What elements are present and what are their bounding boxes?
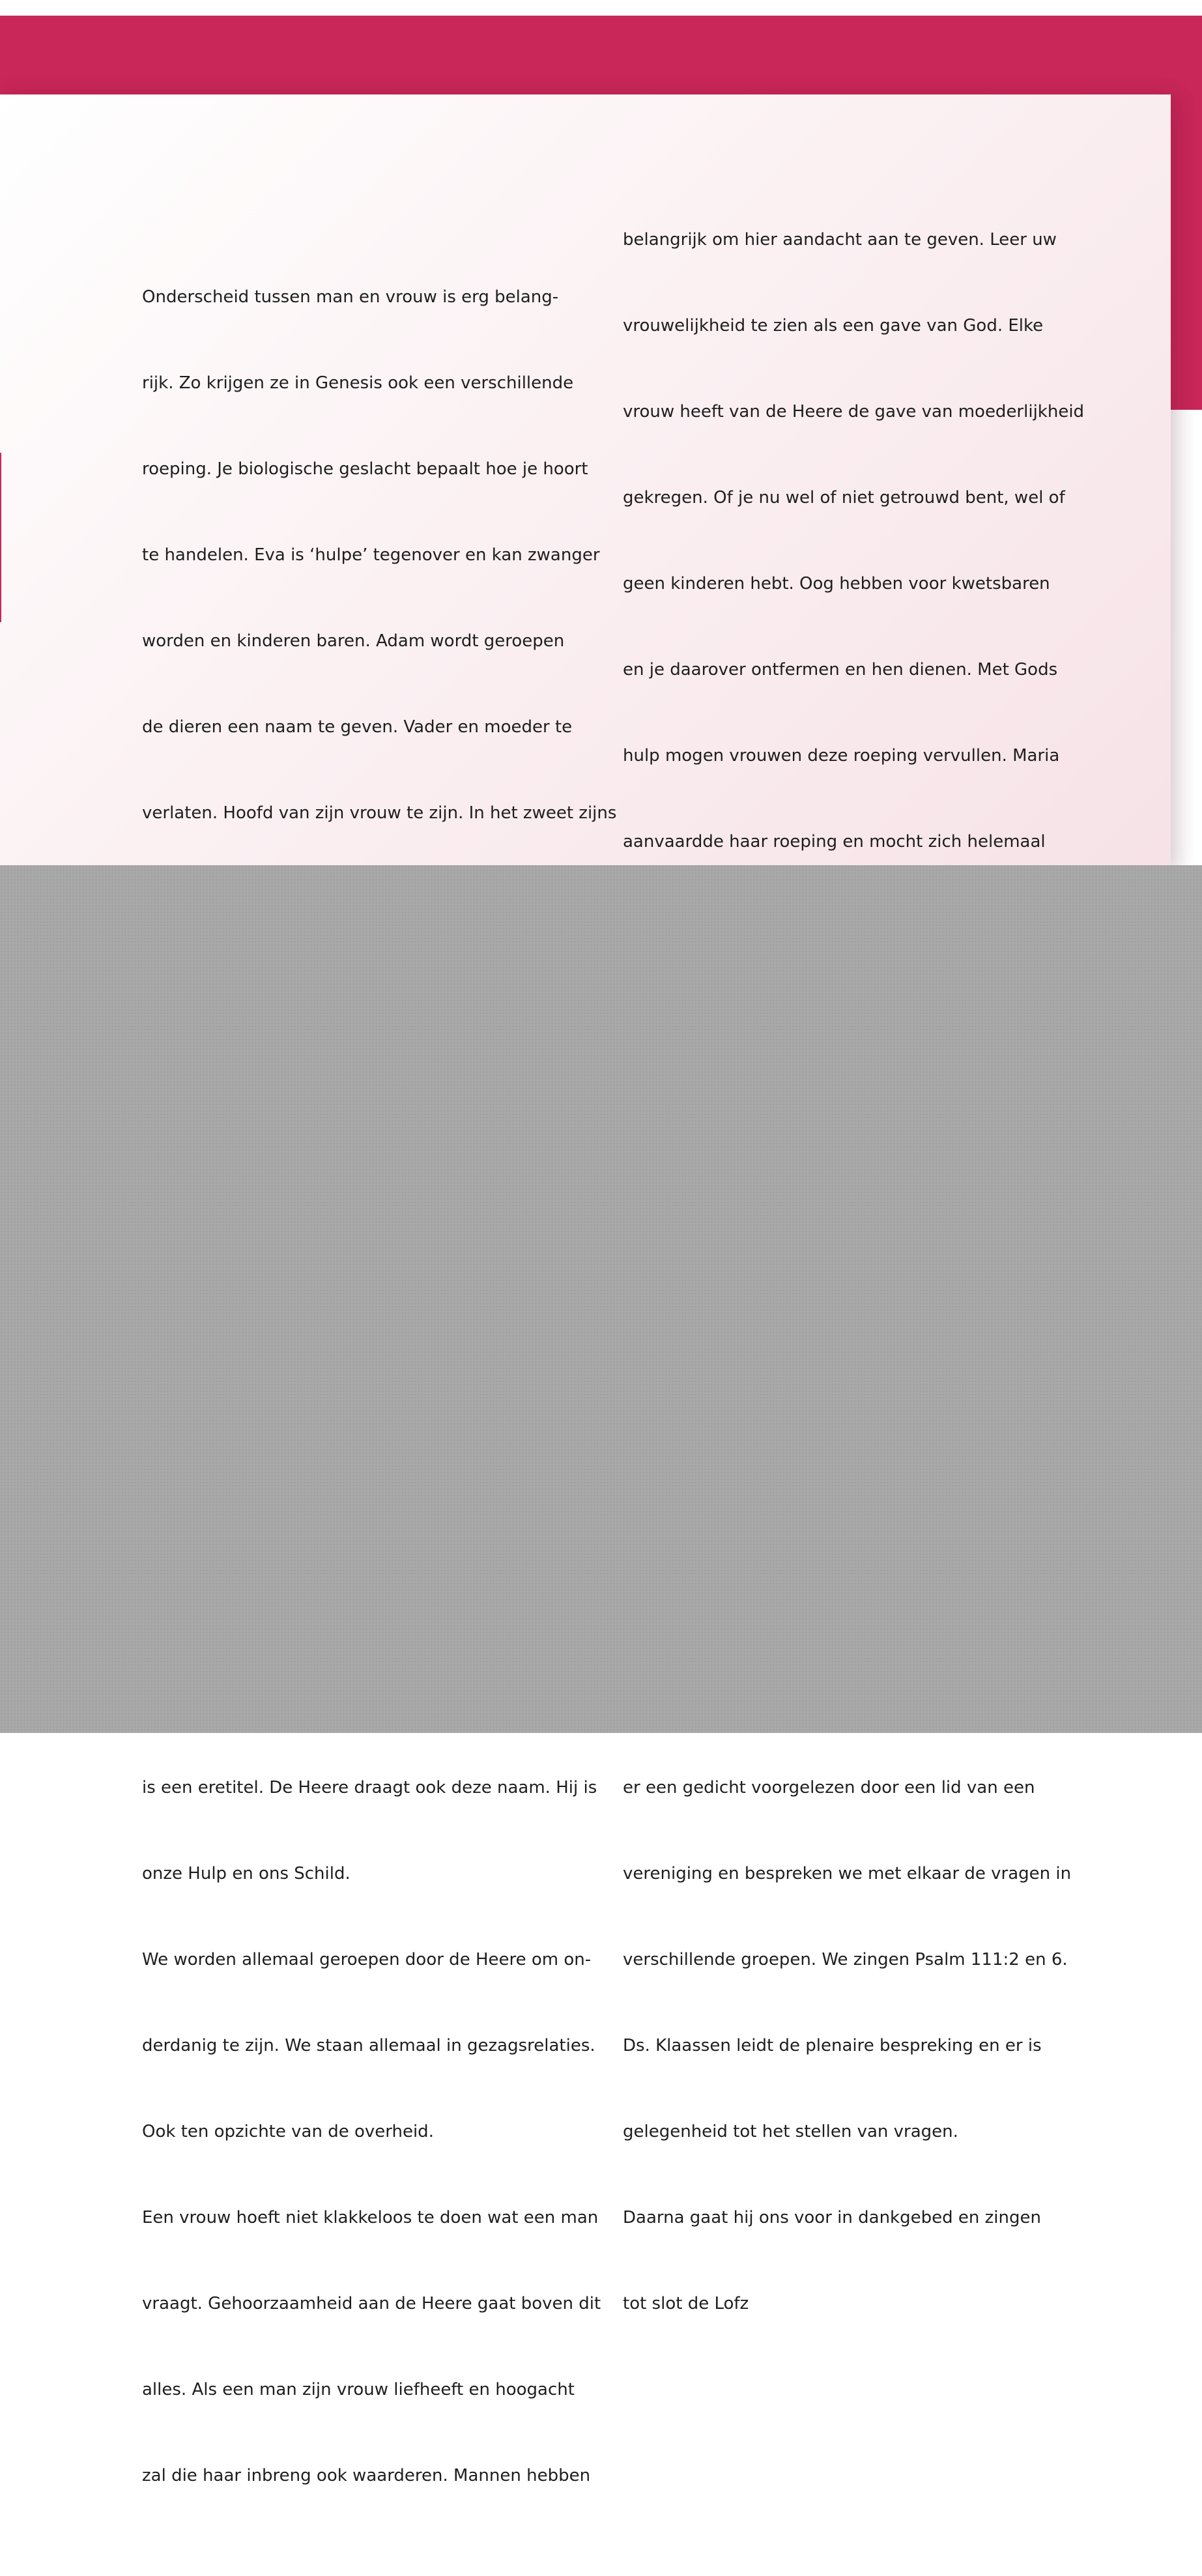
text-line: We worden allemaal geroepen door de Heere om on- <box>142 1950 592 1969</box>
text-line: onze Hulp en ons Schild. <box>142 1864 351 1883</box>
text-line: verschillende groepen. We zingen Psalm 111:2 en 6. <box>623 1950 1068 1969</box>
text-line: tot slot de Lofz <box>623 2294 749 2313</box>
text-line: hulp mogen vrouwen deze roeping vervullen. Maria <box>623 746 1060 766</box>
text-line: alles. Als een man zijn vrouw liefheeft en hoogacht <box>142 2380 575 2399</box>
text-line: is een eretitel. De Heere draagt ook deze naam. Hij is <box>142 1778 597 1797</box>
text-line: de dieren een naam te geven. Vader en moeder te <box>142 717 573 737</box>
text-line: gelegenheid tot het stellen van vragen. <box>623 2122 958 2141</box>
text-line: vrouw heeft van de Heere de gave van moederlijkheid <box>623 402 1085 422</box>
text-line: derdanig te zijn. We staan allemaal in gezagsrelaties. <box>142 2036 595 2055</box>
masked-region <box>0 865 1202 1733</box>
text-line: verlaten. Hoofd van zijn vrouw te zijn. In het zweet zijns <box>142 803 617 823</box>
text-line: gekregen. Of je nu wel of niet getrouwd bent, wel of <box>623 488 1065 508</box>
text-line: vereniging en bespreken we met elkaar de vragen in <box>623 1864 1072 1883</box>
text-line: aanvaardde haar roeping en mocht zich helemaal <box>623 832 1046 852</box>
text-line: Een vrouw hoeft niet klakkeloos te doen wat een man <box>142 2208 599 2227</box>
text-line: vrouwelijkheid te zien als een gave van God. Elke <box>623 316 1044 336</box>
text-line: roeping. Je biologische geslacht bepaalt hoe je hoort <box>142 459 588 479</box>
text-line: Onderscheid tussen man en vrouw is erg belang- <box>142 287 559 307</box>
text-line: zal die haar inbreng ook waarderen. Mannen hebben <box>142 2466 591 2485</box>
text-line: Daarna gaat hij ons voor in dankgebed en zingen <box>623 2208 1041 2227</box>
text-line: geen kinderen hebt. Oog hebben voor kwetsbaren <box>623 574 1050 594</box>
text-line: belangrijk om hier aandacht aan te geven. Leer uw <box>623 230 1057 250</box>
text-line: rijk. Zo krijgen ze in Genesis ook een verschillende <box>142 373 574 393</box>
text-line: er een gedicht voorgelezen door een lid van een <box>623 1778 1035 1797</box>
header-band <box>0 16 1202 95</box>
top-margin <box>0 0 1202 16</box>
text-line: en je daarover ontfermen en hen dienen. Met Gods <box>623 660 1058 680</box>
text-line: worden en kinderen baren. Adam wordt geroepen <box>142 631 565 651</box>
text-line: te handelen. Eva is ‘hulpe’ tegenover en kan zwanger <box>142 545 600 565</box>
text-line: Ook ten opzichte van de overheid. <box>142 2122 434 2141</box>
left-edge-accent <box>0 453 1 622</box>
text-line: vraagt. Gehoorzaamheid aan de Heere gaat boven dit <box>142 2294 601 2313</box>
text-line: Ds. Klaassen leidt de plenaire bespreking en er is <box>623 2036 1042 2055</box>
